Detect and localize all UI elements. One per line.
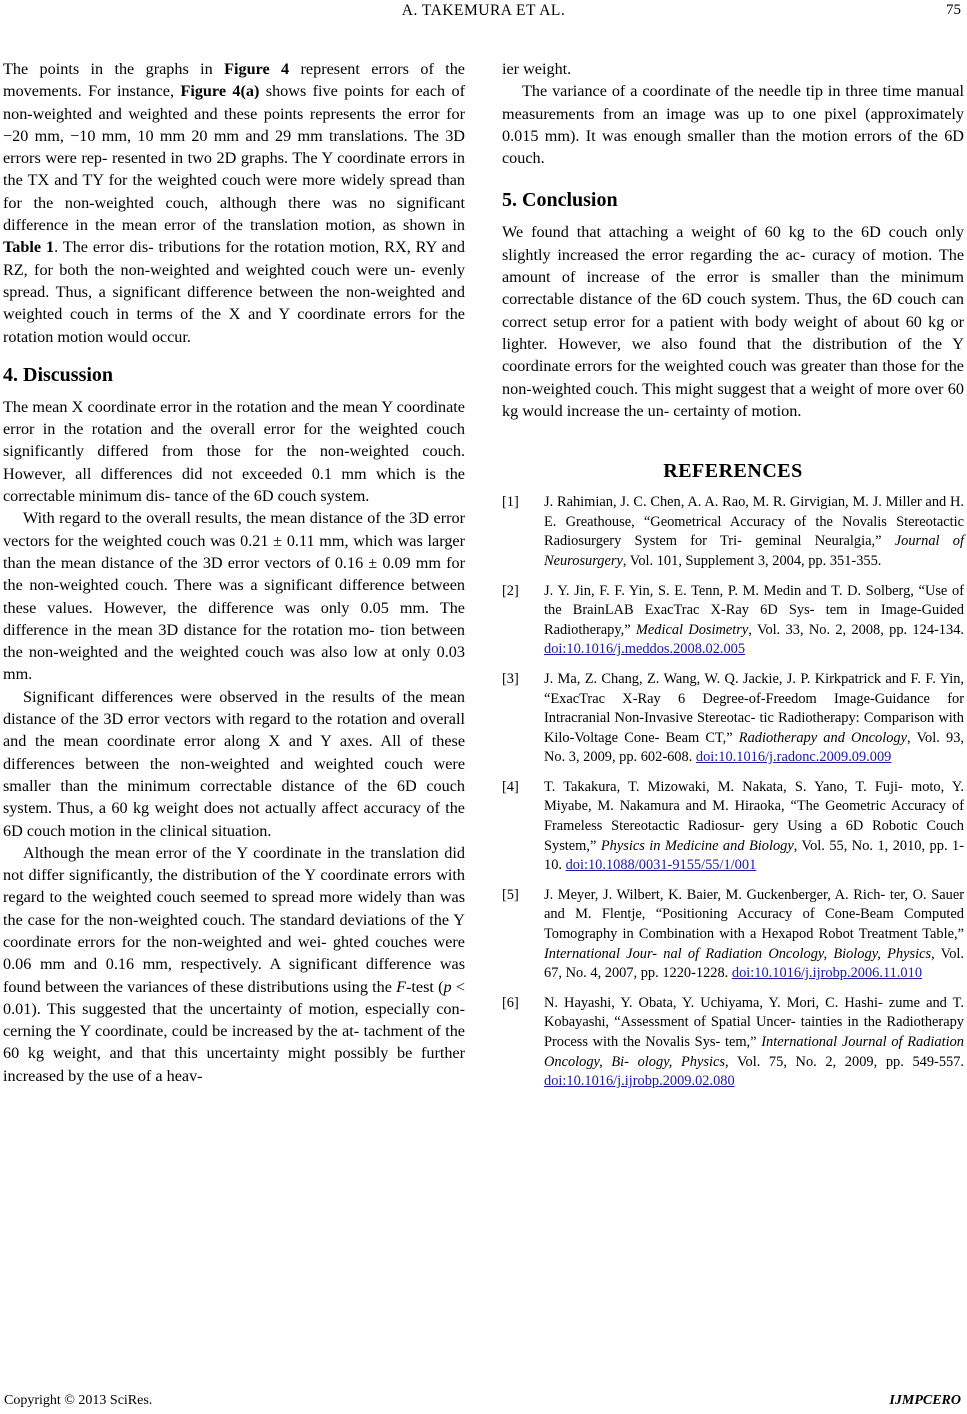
reference-text: J. Ma, Z. Chang, Z. Wang, W. Q. Jackie, J. P. Kirkpatrick and F. F. Yin, “ExacTrac X-Ray 6 Degree-of-Freedom Image-Guidance for Intracranial Non-Invasive Stereotac- tic Radiotherapy: Comparison with Kilo-Voltage Cone- Beam CT,” — [544, 670, 964, 746]
discussion-paragraph-1: The mean X coordinate error in the rotation and the mean Y coordinate error in the rotation and the overall error for the weighted couch significantly differed from those for the non-weighted couch. However, all differences did not exceeded 0.1 mm which is the correctable minimum dis- tance of the 6D couch system. — [3, 397, 465, 506]
right-column — [502, 58, 964, 1102]
reference-text: , Vol. 101, Supplement 3, 2004, pp. 351-355. — [622, 552, 882, 569]
discussion-paragraph-2: With regard to the overall results, the mean distance of the 3D error vectors for the weighted couch was 0.21 ± 0.11 mm, which was larger than the mean distance of the 3D error vectors of 0.16 ± 0.09 mm for the non-weighted couch. There was a significant difference between these values. However, the difference was only 0.05 mm. The difference in the mean 3D distance for the rotation mo- tion between the non-weighted and the weighted couch was also low at only 0.03 mm. — [3, 509, 465, 684]
text-run: -test ( — [406, 977, 444, 996]
reference-journal: Medical Dosimetry — [635, 621, 749, 638]
reference-text: J. Y. Jin, F. F. Yin, S. E. Tenn, P. M. Medin and T. D. Solberg, “Use of the BrainLAB ExacTrac X-Ray 6D Sys- tem in Image-Guided Radiotherapy,” — [544, 582, 964, 638]
text-run: shows five points for each of non-weighted and weighted and these points represents the error for −20 mm, −10 mm, 10 mm 20 mm and 29 mm translations. The 3D errors were rep- resented in two 2D graphs. The Y coordinate errors in the TX and TY for the weighted couch were more widely spread than for the non-weighted couch, although there was no significant difference in the mean error of the translation motion, as shown in — [3, 82, 466, 235]
text-run: p — [443, 977, 452, 996]
doi-link[interactable]: doi:10.1016/j.meddos.2008.02.005 — [544, 641, 746, 658]
journal-abbreviation: IJMPCERO — [889, 1393, 961, 1408]
reference-item — [502, 493, 964, 571]
reference-number: [2] — [502, 582, 519, 599]
reference-text: , Vol. 33, No. 2, 2008, pp. 124-134. — [748, 621, 964, 638]
reference-text: , Vol. 55, No. 1, 2010, pp. 1-10. — [544, 837, 964, 874]
text-run: . The error dis- tributions for the rotation motion, RX, RY and RZ, for both the non-weighted and weighted couch were un- evenly spread. Thus, a significant difference between the non-weighted and weighted couch in terms of the X and Y coordinate errors for the rotation motion would occur. — [3, 238, 465, 346]
discussion-heading: 4. Discussion — [3, 363, 114, 386]
page-number: 75 — [946, 2, 961, 18]
reference-journal: International Jour- nal of Radiation Oncology, Biology, Physics — [544, 945, 932, 962]
reference-journal: International Journal of Radiation Oncology, Bi- ology, Physics — [544, 1034, 964, 1070]
reference-text: T. Takakura, T. Mizowaki, M. Nakata, S. Yano, T. Fuji- moto, Y. Miyabe, M. Nakamura and M. Hiraoka, “The Geometric Accuracy of Frameless Stereotactic Radiosur- gery Using a 6D Robotic Couch System,” — [544, 778, 964, 854]
conclusion-heading: 5. Conclusion — [502, 189, 618, 212]
reference-item — [502, 994, 964, 1092]
reference-number: [5] — [502, 886, 519, 903]
table-ref: Table 1 — [3, 238, 55, 257]
reference-number: [6] — [502, 994, 519, 1011]
doi-link[interactable]: doi:10.1016/j.radonc.2009.09.009 — [695, 749, 892, 766]
intro-paragraph — [3, 58, 465, 348]
text-run: represent errors of the movements. For instance, — [3, 60, 465, 101]
reference-text: , Vol. 75, No. 2, 2009, pp. 549-557. — [724, 1053, 965, 1070]
text-run: F — [396, 977, 407, 996]
reference-number: [1] — [502, 494, 519, 511]
discussion-paragraph-4 — [3, 842, 465, 1087]
reference-item — [502, 778, 964, 876]
continued-paragraph: ier weight. — [502, 60, 572, 78]
discussion-paragraph-3: Significant differences were observed in the results of the mean distance of the 3D error vectors with regard to the rotation and overall and the mean coordinate error along X and Y axes. All of these differences between the non-weighted and weighted couch were smaller than the minimum correctable distance of the 6D couch system. Thus, a 60 kg weight does not actually affect accuracy of the 6D couch motion in the clinical situation. — [3, 687, 465, 840]
figure-ref: Figure 4(a) — [180, 82, 260, 101]
reference-journal: Radiotherapy and Oncology — [738, 729, 907, 746]
references-heading: REFERENCES — [663, 460, 803, 483]
reference-text: N. Hayashi, Y. Obata, Y. Uchiyama, Y. Mori, C. Hashi- zume and T. Kobayashi, “Assessment of Spatial Uncer- tainties in the Radiotherapy Process with the Novalis Sys- tem,” — [544, 994, 964, 1050]
conclusion-paragraph: We found that attaching a weight of 60 kg to the 6D couch only slightly increased the error regarding the ac- curacy of motion. The amount of increase of the error is smaller than the minimum correctable distance of the 6D couch system. Thus, the 6D couch can correct setup error for a patient with body weight of about 60 kg or lighter. However, we also found that the distribution of the Y coordinate errors for the weighted couch was greater than those for the non-weighted couch. This might suggest that a weight of more over 60 kg would increase the un- certainty of motion. — [502, 223, 964, 420]
text-run: < 0.01). This suggested that the uncertainty of motion, especially con- cerning the Y coordinate, could be increased by the at- tachment of the 60 kg weight, and that this uncertainty might possibly be further increased by the use of a heav- — [3, 977, 465, 1085]
reference-text: J. Meyer, J. Wilbert, K. Baier, M. Guckenberger, A. Rich- ter, O. Sauer and M. Flentje, “Positioning Accuracy of Cone-Beam Computed Tomography in Combination with a Hexapod Robot Treatment Table,” — [544, 886, 964, 943]
running-title: A. TAKEMURA ET AL. — [401, 2, 566, 19]
doi-link[interactable]: doi:10.1016/j.ijrobp.2006.11.010 — [731, 965, 923, 982]
variance-paragraph: The variance of a coordinate of the needle tip in three time manual measurements from an image was up to one pixel (approximately 0.015 mm). It was enough smaller than the motion errors of the 6D couch. — [502, 82, 964, 168]
figure-ref: Figure 4 — [224, 60, 290, 78]
reference-text: , Vol. 93, No. 3, 2009, pp. 602-608. — [544, 729, 964, 766]
reference-item — [502, 582, 964, 660]
reference-item — [502, 886, 964, 984]
text-run: Although the mean error of the Y coordinate in the translation did not differ significantly, the distribution of the Y coordinate errors with regard to the weighted couch seemed to spread more widely than was the case for the non-weighted couch. The standard deviations of the Y coordinate errors for the non-weighted and wei- ghted couches were 0.06 mm and 0.16 mm, respectively. A significant difference was found between the variances of these distributions using the — [3, 843, 465, 996]
reference-text: J. Rahimian, J. C. Chen, A. A. Rao, M. R. Girvigian, M. J. Miller and H. E. Greathouse, “Geometrical Accuracy of the Novalis Stereotactic Radiosurgery System for Tri- geminal Neuralgia,” — [544, 494, 964, 550]
reference-journal: Physics in Medicine and Biology — [600, 837, 794, 854]
page-header — [0, 2, 967, 22]
left-column — [3, 58, 465, 1087]
text-run: The points in the graphs in — [3, 60, 225, 78]
reference-text: , Vol. 67, No. 4, 2007, pp. 1220-1228. — [544, 945, 964, 982]
reference-item — [502, 670, 964, 768]
reference-list — [502, 493, 964, 1092]
doi-link[interactable]: doi:10.1016/j.ijrobp.2009.02.080 — [544, 1073, 735, 1090]
doi-link[interactable]: doi:10.1088/0031-9155/55/1/001 — [565, 857, 757, 874]
reference-number: [3] — [502, 670, 519, 687]
reference-journal: Journal of Neurosurgery — [544, 533, 965, 569]
reference-number: [4] — [502, 778, 519, 795]
copyright-notice: Copyright © 2013 SciRes. — [4, 1393, 153, 1408]
